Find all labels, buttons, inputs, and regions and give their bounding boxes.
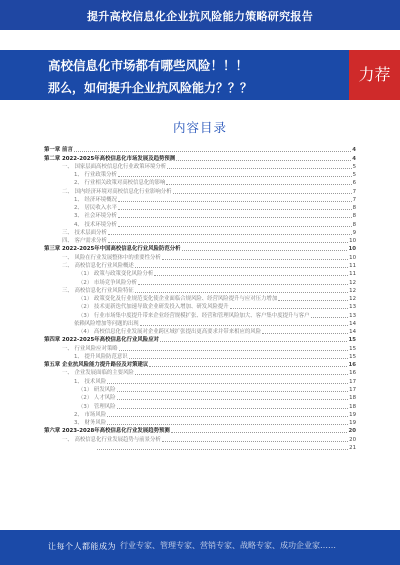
toc-entry-page: 18	[349, 395, 356, 402]
toc-leader-dots	[107, 423, 348, 425]
toc-entry-page: 20	[349, 436, 356, 443]
toc-entry-page: 16	[348, 362, 356, 369]
toc-leader-dots	[107, 382, 348, 384]
toc-entry-page: 13	[349, 304, 356, 311]
toc-entry-page: 5	[352, 163, 356, 170]
toc-entry[interactable]	[44, 320, 356, 328]
toc-entry[interactable]	[44, 245, 356, 253]
toc-entry[interactable]	[44, 154, 356, 162]
toc-leader-dots	[311, 316, 349, 318]
toc-entry-text: 2、 市场风险	[74, 411, 107, 418]
toc-entry-text: 1、 经济环境概况	[74, 196, 117, 203]
toc-entry-page: 16	[349, 370, 356, 377]
toc-entry-text: 第二章 2022-2025年高校信息化市场发展及趋势预测	[44, 155, 176, 162]
toc-entry[interactable]	[44, 303, 356, 311]
toc-leader-dots	[135, 291, 348, 293]
toc-leader-dots	[162, 440, 348, 442]
toc-entry-page: 14	[349, 329, 356, 336]
toc-entry-page: 15	[349, 345, 356, 352]
toc-leader-dots	[108, 233, 352, 235]
toc-entry[interactable]	[44, 311, 356, 319]
toc-entry[interactable]	[44, 402, 356, 410]
toc-entry-page: 13	[349, 312, 356, 319]
toc-entry-text: 3、 社会环境分析	[74, 213, 117, 220]
toc-leader-dots	[182, 249, 348, 251]
toc-leader-dots	[118, 200, 352, 202]
toc-entry[interactable]	[44, 262, 356, 270]
toc-leader-dots	[160, 340, 348, 342]
toc-entry-page: 10	[349, 254, 356, 261]
toc-entry-page: 15	[349, 353, 356, 360]
toc-entry-text: （1） 政策变化及行业规范变化使企业面临合规风险、经营风险提升与应对压力增加	[78, 296, 278, 303]
toc-leader-dots	[97, 448, 348, 450]
toc-entry[interactable]	[44, 220, 356, 228]
toc-entry-text: 一、 行业风险应对策略	[62, 345, 118, 352]
toc-entry-text: 第五章 企业抗风险能力提升路径及对策建议	[44, 362, 149, 369]
toc-entry-page: 21	[349, 444, 356, 451]
toc-leader-dots	[107, 415, 348, 417]
toc-leader-dots	[173, 192, 352, 194]
toc-entry[interactable]	[44, 427, 356, 435]
toc-entry[interactable]	[44, 419, 356, 427]
toc-leader-dots	[135, 373, 348, 375]
report-title: 提升高校信息化企业抗风险能力策略研究报告	[87, 10, 313, 23]
toc-entry-text: 第一章 前言	[44, 147, 73, 154]
toc-leader-dots	[162, 258, 348, 260]
toc-leader-dots	[117, 407, 349, 409]
toc-entry-page: 19	[349, 420, 356, 427]
toc-entry-page: 8	[352, 205, 356, 212]
toc-entry-page: 17	[349, 386, 356, 393]
toc-entry-text: （2） 市场竞争风险分析	[78, 279, 138, 286]
toc-entry-text: 1、 提升风险防范意识	[74, 353, 128, 360]
toc-entry[interactable]	[44, 270, 356, 278]
toc-entry[interactable]	[44, 336, 356, 344]
toc-leader-dots	[74, 150, 351, 152]
toc-leader-dots	[129, 357, 348, 359]
toc-entry-text: （1） 研发风险	[78, 386, 116, 393]
toc-leader-dots	[117, 398, 349, 400]
toc-entry-text: 第三章 2022-2025年中国高校信息化行业风险防范分析	[44, 246, 181, 253]
toc-entry-page: 10	[348, 246, 356, 253]
footer-slogan: 让每个人都能成为	[48, 542, 116, 551]
toc-entry[interactable]	[44, 411, 356, 419]
toc-entry-text: （1） 政策与政策变化风险分析	[78, 271, 154, 278]
toc-entry-page: 18	[349, 403, 356, 410]
toc-entry-text: 二、 国内经济环境对高校信息化行业影响分析	[62, 188, 172, 195]
toc-entry[interactable]	[44, 394, 356, 402]
toc-entry-text: （2） 人才风险	[78, 395, 116, 402]
toc-entry-text: 1、 行业政策分析	[74, 172, 117, 179]
toc-leader-dots	[118, 216, 352, 218]
toc-entry-text: 三、 高校信息化行业风险特征	[62, 287, 134, 294]
toc-leader-dots	[117, 390, 349, 392]
toc-leader-dots	[167, 167, 351, 169]
toc-entry-text: 一、 企业发展面临的主要风险	[62, 370, 134, 377]
toc-leader-dots	[118, 175, 352, 177]
toc-entry-page: 11	[349, 262, 356, 269]
toc-entry-page: 9	[352, 229, 356, 236]
toc-entry-text: 2、 行业相关政策对高校信息化的影响	[74, 180, 166, 187]
toc-entry-page: 19	[349, 411, 356, 418]
toc-entry[interactable]	[44, 435, 356, 443]
toc-entry-text: 一、 高校信息化行业发展趋势与前景分析	[62, 436, 161, 443]
banner-headline: 高校信息化市场都有哪些风险！！！	[48, 58, 249, 73]
toc-entry[interactable]	[44, 253, 356, 261]
toc-entry[interactable]	[44, 229, 356, 237]
toc-entry[interactable]	[44, 295, 356, 303]
toc-entry[interactable]	[44, 212, 356, 220]
toc-leader-dots	[118, 208, 352, 210]
toc-entry-page: 10	[349, 238, 356, 245]
toc-entry-page: 7	[352, 188, 356, 195]
toc-entry-page: 4	[352, 155, 356, 162]
toc-entry-page: 20	[348, 428, 356, 435]
toc-leader-dots	[149, 365, 347, 367]
toc-entry[interactable]	[44, 179, 356, 187]
toc-entry[interactable]	[44, 163, 356, 171]
toc-entry-page: 5	[352, 172, 356, 179]
toc-entry-page: 12	[349, 296, 356, 303]
toc-leader-dots	[230, 307, 348, 309]
toc-entry[interactable]	[44, 353, 356, 361]
toc-entry-page: 12	[349, 279, 356, 286]
toc-entry[interactable]	[44, 278, 356, 286]
toc-leader-dots	[171, 431, 348, 433]
toc-entry-text: 3、 财务风险	[74, 420, 107, 427]
toc-entry-text: 第六章 2023-2028年高校信息化行业发展趋势预测	[44, 428, 170, 435]
toc-entry-text: 三、 技术层面分析	[62, 229, 107, 236]
toc-entry-page: 17	[349, 378, 356, 385]
toc-entry-page: 7	[352, 196, 356, 203]
toc-entry-page: 11	[349, 271, 356, 278]
toc-entry-page: 12	[349, 287, 356, 294]
toc-entry[interactable]	[44, 196, 356, 204]
toc-entry-page: 8	[352, 213, 356, 220]
toc-entry[interactable]	[44, 369, 356, 377]
toc-leader-dots	[118, 225, 352, 227]
toc-entry-text: （3） 管理风险	[78, 403, 116, 410]
toc-entry-page: 4	[352, 147, 356, 154]
toc-entry-text: 4、 技术环境分析	[74, 221, 117, 228]
toc-entry-text: 一、 国家层面高校信息化行业政策环境分析	[62, 163, 167, 170]
toc-entry[interactable]	[44, 237, 356, 245]
toc-entry-text: 二、 高校信息化行业风险概述	[62, 262, 134, 269]
banner-subheadline: 那么，如何提升企业抗风险能力？？？	[48, 81, 253, 95]
toc-entry-text: 一、 风险在行业发展整体中的重要性分析	[62, 254, 161, 261]
recommend-badge-label: 力荐	[358, 65, 391, 84]
toc-entry[interactable]	[44, 361, 356, 369]
toc-entry-page: 14	[349, 320, 356, 327]
toc-entry-page: 15	[348, 337, 356, 344]
toc-entry[interactable]	[44, 171, 356, 179]
toc-entry[interactable]	[44, 344, 356, 352]
toc-entry-page: 8	[352, 221, 356, 228]
toc-entry[interactable]	[44, 204, 356, 212]
toc-entry-page: 6	[352, 180, 356, 187]
toc-entry[interactable]	[44, 444, 356, 452]
toc-leader-dots	[135, 266, 348, 268]
toc-leader-dots	[140, 324, 348, 326]
toc-entry-text: （2） 技术更新迭代加速导致企业研发投入增加、研发风险提升	[78, 304, 229, 311]
footer-roles: 行业专家、管理专家、营销专家、战略专家、成功企业家……	[120, 541, 336, 550]
toc-entry-text: 第四章 2022-2025年高校信息化行业风险应对	[44, 337, 159, 344]
toc-leader-dots	[138, 283, 348, 285]
toc-entry[interactable]	[44, 328, 356, 336]
toc-leader-dots	[262, 332, 348, 334]
toc-leader-dots	[176, 159, 351, 161]
toc-entry-text: 依赖风险增加等问题的出现	[74, 320, 139, 327]
toc-entry-text: 2、 居民收入水平	[74, 205, 117, 212]
table-of-contents	[44, 146, 356, 452]
toc-entry[interactable]	[44, 386, 356, 394]
toc-leader-dots	[166, 183, 351, 185]
toc-leader-dots	[278, 299, 348, 301]
toc-entry-text: 1、 技术风险	[74, 378, 107, 385]
toc-leader-dots	[154, 274, 348, 276]
toc-entry-text: （3） 行业市场集中度提升带来企业经营规模扩张、经营和管理风险加大、客户集中度提升与客户	[78, 312, 310, 319]
toc-entry-text: （4） 高校信息化行业发展对企业跨区域扩张提出更高要求并带来相应的风险	[78, 329, 262, 336]
toc-entry[interactable]	[44, 377, 356, 385]
toc-entry[interactable]	[44, 146, 356, 154]
toc-leader-dots	[108, 241, 348, 243]
toc-leader-dots	[119, 349, 349, 351]
toc-title: 内容目录	[172, 120, 227, 135]
toc-entry[interactable]	[44, 187, 356, 195]
toc-entry-text: 四、 客户需求分析	[62, 238, 107, 245]
toc-entry[interactable]	[44, 287, 356, 295]
